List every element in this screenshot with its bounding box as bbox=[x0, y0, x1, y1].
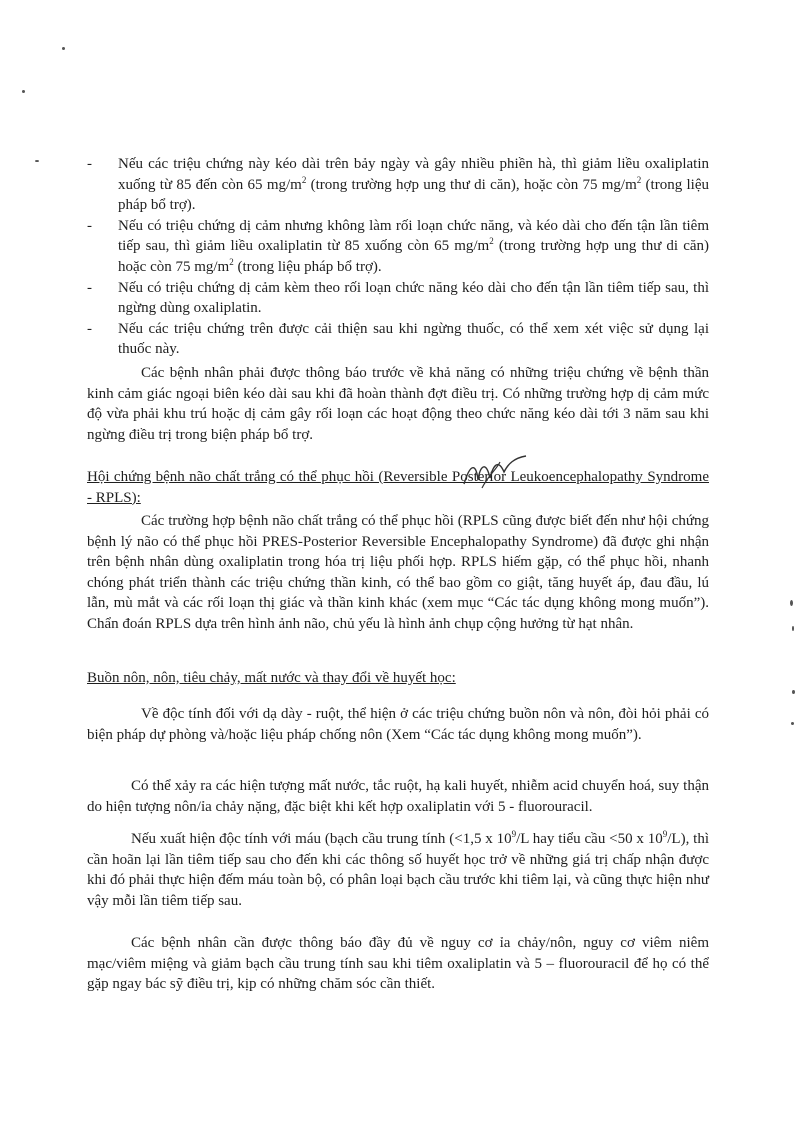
dose-adjustment-list bbox=[87, 154, 709, 360]
scan-speck bbox=[792, 626, 794, 631]
bullet-marker: - bbox=[87, 156, 92, 172]
list-item: - Nếu có triệu chứng dị cảm kèm theo rối loạn chức năng kéo dài cho đến tận lần tiêm tiếp sau, thì ngừng dùng oxaliplatin. bbox=[87, 279, 709, 317]
scan-speck bbox=[790, 600, 793, 606]
paragraph-rpls: Các trường hợp bệnh não chất trắng có thể phục hồi (RPLS cũng được biết đến như hội chứng bệnh lý não có thể phục hồi PRES-Posterior Reversible Encephalopathy Syndrome) đã được ghi nhận trên bệnh nhân dùng oxaliplatin trong hóa trị liệu phối hợp. RPLS hiếm gặp, có thể phục hồi, nhanh chóng phát triển thành các triệu chứng thần kinh, có thể bao gồm co giật, tăng huyết áp, đau đầu, lú lẫn, mù mắt và các rối loạn thị giác và thần kinh khác (xem mục “Các tác dụng không mong muốn”). Chẩn đoán RPLS dựa trên hình ảnh não, chủ yếu là hình ảnh chụp cộng hưởng từ hạt nhân. bbox=[87, 513, 709, 632]
handwritten-signature bbox=[460, 454, 530, 494]
section-heading-rpls: Hội chứng bệnh não chất trắng có thể phục hồi (Reversible Posterior Leukoencephalopathy Syndrome - RPLS): bbox=[87, 469, 709, 506]
section-heading-gastro: Buồn nôn, nôn, tiêu chảy, mất nước và thay đổi về huyết học: bbox=[87, 670, 456, 686]
bullet-marker: - bbox=[87, 279, 92, 296]
scan-speck bbox=[62, 47, 65, 50]
list-item: - Nếu có triệu chứng dị cảm nhưng không làm rối loạn chức năng, và kéo dài cho đến tận lần tiêm tiếp sau, thì giảm liều oxaliplatin từ 85 xuống còn 65 $mg/m^2$ (trong trường hợp ung thư di căn) hoặc còn 75 $mg/m^2$ (trong liệu pháp bổ trợ). bbox=[87, 217, 709, 275]
bullet-marker: - bbox=[87, 217, 92, 234]
scan-speck bbox=[792, 690, 795, 694]
list-item: - Nếu các triệu chứng này kéo dài trên bảy ngày và gây nhiều phiền hà, thì giảm liều oxaliplatin xuống từ 85 đến còn 65 $mg/m^2$ (trong trường hợp ung thư di căn), hoặc còn 75 $mg/m^2$ (trong liệu pháp bổ trợ). bbox=[87, 156, 709, 214]
paragraph-gastro-toxicity: Về độc tính đối với dạ dày - ruột, thể hiện ở các triệu chứng buồn nôn và nôn, đòi hỏi phải có biện pháp dự phòng và/hoặc liệu pháp chống nôn (Xem “Các tác dụng không mong muốn”). bbox=[87, 706, 709, 743]
bullet-marker: - bbox=[87, 320, 92, 337]
scan-speck bbox=[22, 90, 25, 93]
scan-speck bbox=[35, 160, 39, 162]
paragraph-neuropathy-warning: Các bệnh nhân phải được thông báo trước về khả năng có những triệu chứng về bệnh thần kinh cảm giác ngoại biên kéo dài sau khi đã hoàn thành đợt điều trị. Có những trường hợp dị cảm mức độ vừa phải khu trú hoặc dị cảm gây rối loạn các hoạt động theo chức năng kéo dài tới 3 năm sau khi ngừng điều trị trong biện pháp bổ trợ. bbox=[87, 365, 709, 443]
list-item: - Nếu các triệu chứng trên được cải thiện sau khi ngừng thuốc, có thể xem xét việc sử dụng lại thuốc này. bbox=[87, 320, 709, 358]
paragraph-hematologic: Nếu xuất hiện độc tính với máu (bạch cầu trung tính (<1,5 x $10^9/L$ hay tiểu cầu <50 x $10^9/L$), thì cần hoãn lại lần tiêm tiếp sau cho đến khi các thông số huyết học trở về những giá trị chấp nhận được khi đó phải thực hiện đếm máu toàn bộ, có phân loại bạch cầu trước khi tiêm lại, và cũng thực hiện như vậy mỗi lần tiêm tiếp sau. bbox=[87, 829, 709, 909]
paragraph-patient-info: Các bệnh nhân cần được thông báo đầy đủ về nguy cơ ỉa chảy/nôn, nguy cơ viêm niêm mạc/viêm miệng và giảm bạch cầu trung tính sau khi tiêm oxaliplatin và 5 – fluorouracil để họ có thể gặp ngay bác sỹ điều trị, kịp có những chăm sóc cần thiết. bbox=[87, 935, 709, 993]
paragraph-dehydration: Có thể xảy ra các hiện tượng mất nước, tắc ruột, hạ kali huyết, nhiễm acid chuyển hoá, suy thận do hiện tượng nôn/ỉa chảy nặng, đặc biệt khi kết hợp oxaliplatin với 5 - fluorouracil. bbox=[87, 778, 709, 815]
scan-speck bbox=[791, 722, 794, 725]
